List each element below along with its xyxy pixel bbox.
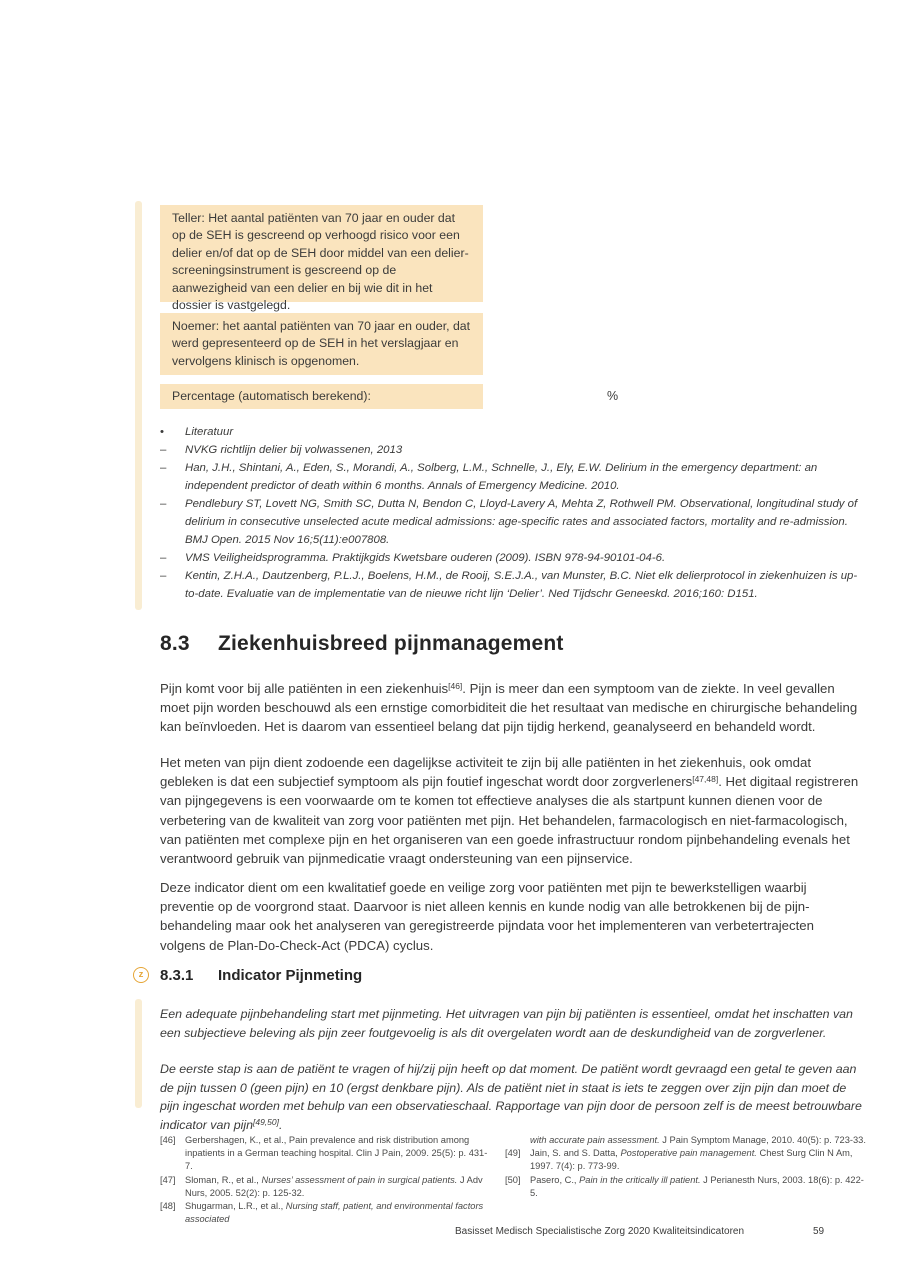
footnote-item	[160, 1174, 495, 1200]
percentage-box	[160, 384, 483, 409]
literature-text: Pendlebury ST, Lovett NG, Smith SC, Dutta N, Bendon C, Lloyd-Lavery A, Mehta Z, Rothwell PM. Observational, longitudinal study of delirium in consecutive unselected acute medical admissions: age-specific rates and associated factors, mortality and re-admission. BMJ Open. 2015 Nov 16;5(11):e007808.	[185, 498, 858, 546]
percentage-unit: %	[607, 389, 619, 403]
footnotes-right-column	[505, 1134, 868, 1200]
footnote-text: Jain, S. and S. Datta, Postoperative pain management. Chest Surg Clin N Am, 1997. 7(4): p. 773-99.	[530, 1148, 853, 1172]
teller-box	[160, 205, 483, 313]
footnote-text: Shugarman, L.R., et al., Nursing staff, patient, and environmental factors associated	[185, 1201, 484, 1225]
indicator-paragraph-1: Een adequate pijnbehandeling start met pijnmeting. Het uitvragen van pijn bij patiënten is essentieel, omdat het inschatten van een subjectieve beleving als pijn zeer foutgevoelig is als dit overgelaten wordt aan de deskundigheid van de zorgverlener.	[160, 1007, 853, 1040]
list-marker: •	[160, 426, 164, 438]
literature-text: NVKG richtlijn delier bij volwassenen, 2013	[185, 444, 403, 456]
body-paragraph-3: Deze indicator dient om een kwalitatief goede en veilige zorg voor patiënten met pijn te bewerkstelligen waarbij preventie op de voorgrond staat. Daarvoor is niet alleen kennis en kunde nodig van alle betrokkenen bij de pijn-behandeling maar ook het analyseren van geregistreerde pijndata voor het implementeren van verbetertrajecten volgens de Plan-Do-Check-Act (PDCA) cyclus.	[160, 880, 814, 953]
accent-bar-subsection	[135, 999, 142, 1108]
section-number: 8.3	[160, 632, 190, 655]
accent-bar-indicator	[135, 201, 142, 610]
list-marker: –	[160, 570, 167, 582]
footnote-text: Sloman, R., et al., Nurses’ assessment of pain in surgical patients. J Adv Nurs, 2005. 52(2): p. 125-32.	[185, 1174, 483, 1198]
literature-item	[160, 459, 862, 495]
literature-text: Literatuur	[185, 426, 234, 438]
footer-page-number: 59	[813, 1226, 825, 1237]
footnote-number: [50]	[505, 1174, 521, 1185]
literature-text: Han, J.H., Shintani, A., Eden, S., Morandi, A., Solberg, L.M., Schnelle, J., Ely, E.W. Delirium in the emergency department: an independent predictor of death within 6 months. Annals of Emergency Medicine. 2010.	[185, 462, 818, 492]
list-marker: –	[160, 462, 167, 474]
footnote-item	[505, 1134, 868, 1147]
footnote-number: [47]	[160, 1174, 176, 1185]
footnote-item	[160, 1200, 495, 1226]
list-marker: –	[160, 498, 167, 510]
footnote-text: Pasero, C., Pain in the critically ill patient. J Perianesth Nurs, 2003. 18(6): p. 422-5.	[530, 1174, 864, 1198]
body-paragraph-2: Het meten van pijn dient zodoende een dagelijkse activiteit te zijn bij alle patiënten in het ziekenhuis, ook omdat gebleken is dat een subjectief symptoom als pijn foutief ingeschat wordt door zorgverleners[47,48]. Het digitaal registreren van pijngegevens is een voorwaarde om te komen tot effectieve analyses die als startpunt kunnen dienen voor de verbetering van de kwaliteit van zorg voor patiënten met pijn. Het behandelen, farmacologisch en niet-farmacologisch, van patiënten met complexe pijn en het organiseren van een goede infrastructuur rondom pijnbehandeling evenals het verantwoord gebruik van pijnmedicatie vraagt ondersteuning van een pijnservice.	[160, 755, 859, 867]
subsection-number: 8.3.1	[160, 967, 194, 984]
body-paragraph-1: Pijn komt voor bij alle patiënten in een ziekenhuis[46]. Pijn is meer dan een symptoom van de ziekte. In veel gevallen moet pijn worden beschouwd als een ernstige comorbiditeit die het resultaat van medische en chirurgische behandeling kan beïnvloeden. Het is daarom van essentieel belang dat pijn tijdig herkend, geanalyseerd en behandeld wordt.	[160, 681, 858, 735]
footnote-number: [46]	[160, 1135, 176, 1145]
noemer-box	[160, 313, 483, 375]
percentage-label: Percentage (automatisch berekend):	[172, 389, 371, 403]
section-heading	[160, 632, 564, 656]
literature-item	[160, 567, 862, 603]
literature-item	[160, 441, 862, 459]
footnote-number: [49]	[505, 1148, 521, 1159]
footer-title: Basisset Medisch Specialistische Zorg 2020 Kwaliteitsindicatoren	[455, 1226, 745, 1237]
literature-list	[160, 423, 862, 603]
footnote-item	[505, 1147, 868, 1173]
subsection-heading	[160, 967, 362, 984]
literature-item	[160, 423, 862, 441]
footnote-item	[160, 1134, 495, 1174]
subsection-title: Indicator Pijnmeting	[218, 967, 363, 984]
indicator-paragraph-2: De eerste stap is aan de patiënt te vragen of hij/zij pijn heeft op dat moment. De patiënt wordt gevraagd een getal te geven aan de pijn tussen 0 (geen pijn) en 10 (ergst denkbare pijn). Als de patiënt niet in staat is iets te zeggen over zijn pijn dan moet de pijn ingeschat worden met behulp van een observatieschaal. Rapportage van pijn door de persoon zelf is de meest betrouwbare indicator van pijn[49,50].	[160, 1062, 862, 1132]
footnote-item	[505, 1174, 868, 1200]
footnotes-left-column	[160, 1134, 495, 1226]
footnote-text: Gerbershagen, K., et al., Pain prevalence and risk distribution among inpatients in a German teaching hospital. Clin J Pain, 2009. 25(5): p. 431-7.	[185, 1135, 488, 1172]
literature-text: VMS Veiligheidsprogramma. Praktijkgids Kwetsbare ouderen (2009). ISBN 978-94-90101-04-6.	[185, 552, 666, 564]
footnote-number: [48]	[160, 1201, 176, 1212]
literature-item	[160, 495, 862, 549]
footnote-text: with accurate pain assessment. J Pain Symptom Manage, 2010. 40(5): p. 723-33.	[530, 1135, 866, 1145]
literature-text: Kentin, Z.H.A., Dautzenberg, P.L.J., Boelens, H.M., de Rooij, S.E.J.A., van Munster, B.C. Niet elk delierprotocol in ziekenhuizen is up-to-date. Evaluatie van de implementatie van de nieuwe richt lijn ‘Delier’. Ned Tijdschr Geneeskd. 2016;160: D151.	[185, 570, 858, 600]
noemer-text: Noemer: het aantal patiënten van 70 jaar en ouder, dat werd gepresenteerd op de SEH in het verslagjaar en vervolgens klinisch is opgenomen.	[172, 319, 471, 368]
list-marker: –	[160, 444, 167, 456]
list-marker: –	[160, 552, 167, 564]
literature-item	[160, 549, 862, 567]
z-circle-icon: z	[133, 967, 149, 983]
section-title: Ziekenhuisbreed pijnmanagement	[218, 632, 564, 655]
teller-text: Teller: Het aantal patiënten van 70 jaar en ouder dat op de SEH is gescreend op verhoogd risico voor een delier en/of dat op de SEH door middel van een delier-screeningsinstrument is gescreend op de aanwezigheid van een delier en bij wie dit in het dossier is vastgelegd.	[172, 211, 469, 313]
